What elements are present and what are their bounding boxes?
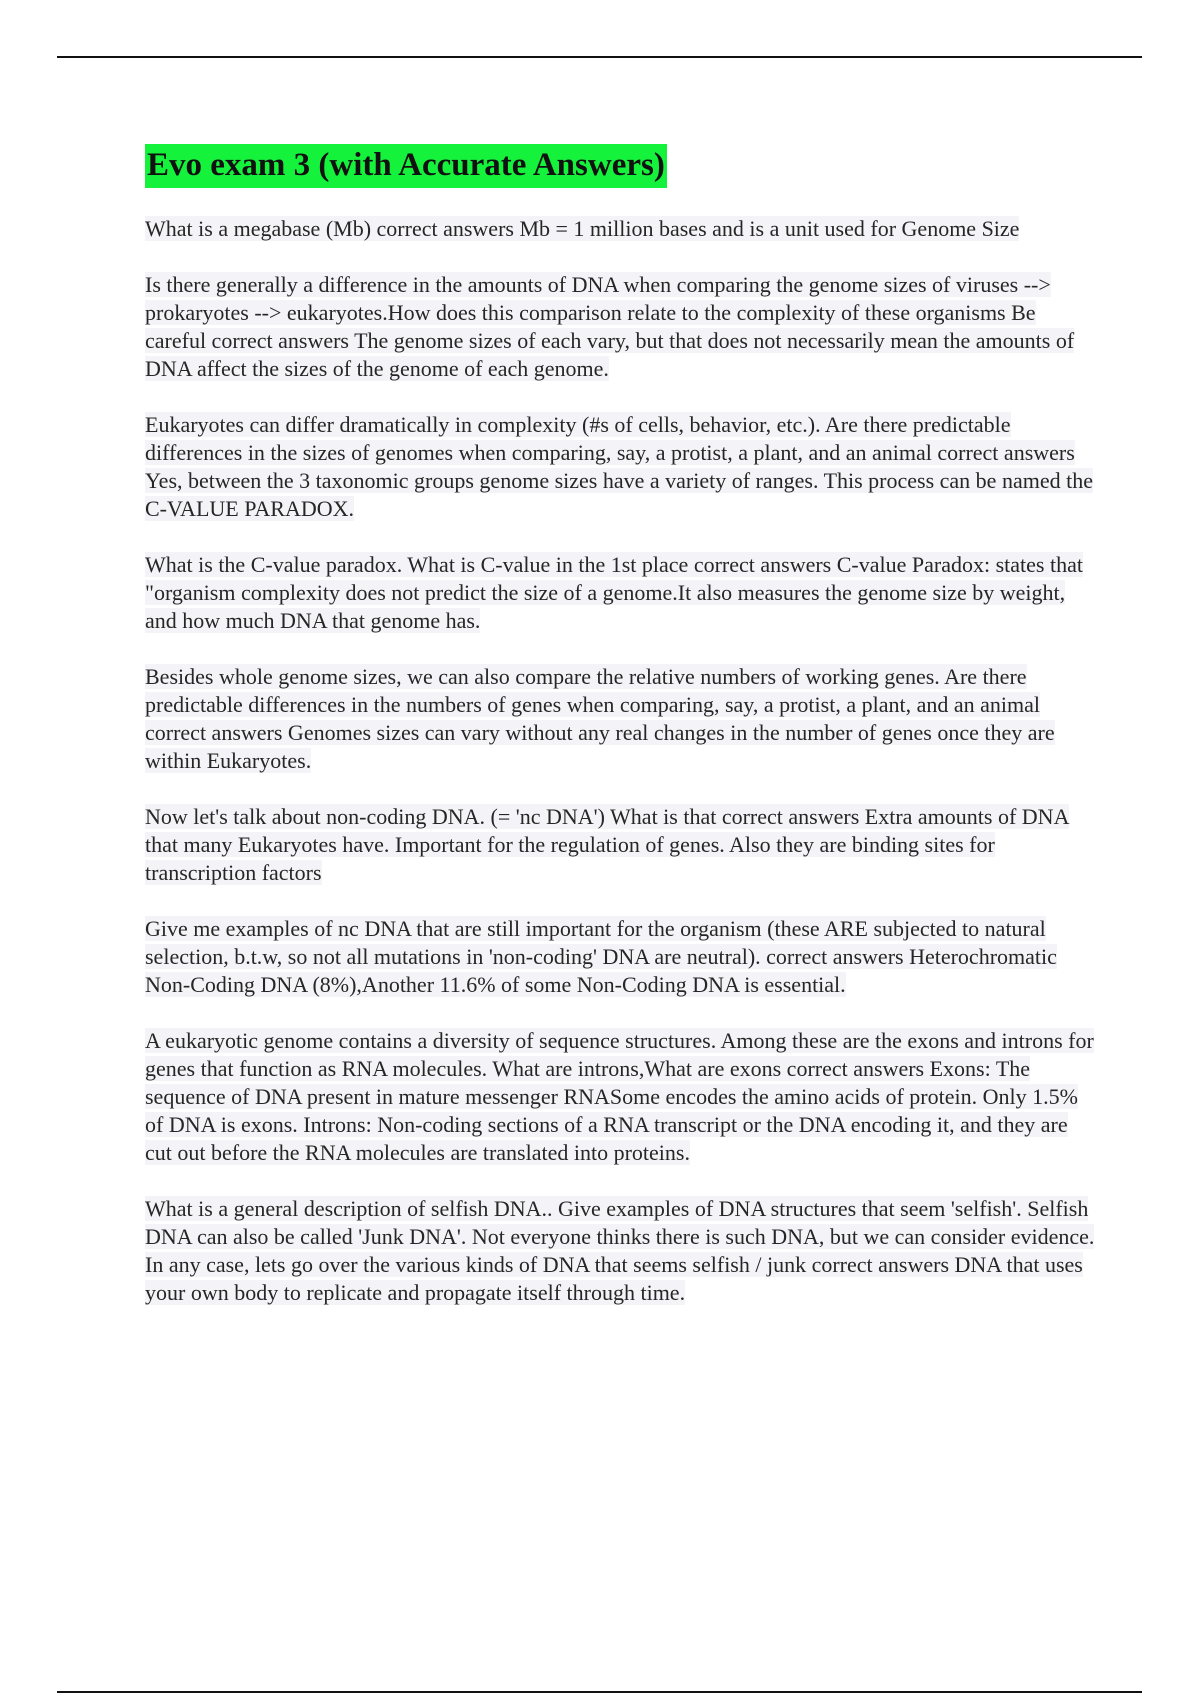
qa-entry-text: What is a general description of selfish DNA.. Give examples of DNA structures that seem 'selfish'. Selfish DNA can also be called 'Junk DNA'. Not everyone thinks there is such DNA, but we can consider evidence. In any case, lets go over the various kinds of DNA that seems selfish / junk correct answers DNA that uses your own body to replicate and propagate itself through time.: [145, 1196, 1095, 1305]
document-body: [145, 144, 1095, 1335]
qa-entry-1: [145, 215, 1095, 243]
top-rule: [57, 56, 1142, 58]
qa-entry-8: [145, 1027, 1095, 1167]
qa-entry-text: What is the C-value paradox. What is C-value in the 1st place correct answers C-value Paradox: states that "organism complexity does not predict the size of a genome.It also measures the genome size by weight, and how much DNA that genome has.: [145, 552, 1083, 633]
qa-entry-6: [145, 803, 1095, 887]
qa-entry-text: Give me examples of nc DNA that are still important for the organism (these ARE subjected to natural selection, b.t.w, so not all mutations in 'non-coding' DNA are neutral). correct answers Heterochromatic Non-Coding DNA (8%),Another 11.6% of some Non-Coding DNA is essential.: [145, 916, 1057, 997]
qa-entry-text: What is a megabase (Mb) correct answers Mb = 1 million bases and is a unit used for Genome Size: [145, 216, 1020, 241]
qa-entry-2: [145, 271, 1095, 383]
document-title: Evo exam 3 (with Accurate Answers): [145, 144, 667, 188]
qa-list: [145, 215, 1095, 1307]
qa-entry-text: Eukaryotes can differ dramatically in complexity (#s of cells, behavior, etc.). Are there predictable differences in the sizes of genomes when comparing, say, a protist, a plant, and an animal correct answers Yes, between the 3 taxonomic groups genome sizes have a variety of ranges. This process can be named the C-VALUE PARADOX.: [145, 412, 1093, 521]
qa-entry-5: [145, 663, 1095, 775]
qa-entry-text: Besides whole genome sizes, we can also compare the relative numbers of working genes. Are there predictable differences in the numbers of genes when comparing, say, a protist, a plant, and an animal correct answers Genomes sizes can vary without any real changes in the number of genes once they are within Eukaryotes.: [145, 664, 1055, 773]
bottom-rule: [57, 1691, 1142, 1693]
qa-entry-7: [145, 915, 1095, 999]
qa-entry-9: [145, 1195, 1095, 1307]
qa-entry-text: Is there generally a difference in the amounts of DNA when comparing the genome sizes of viruses --> prokaryotes --> eukaryotes.How does this comparison relate to the complexity of these organisms Be careful correct answers The genome sizes of each vary, but that does not necessarily mean the amounts of DNA affect the sizes of the genome of each genome.: [145, 272, 1075, 381]
qa-entry-3: [145, 411, 1095, 523]
qa-entry-text: A eukaryotic genome contains a diversity of sequence structures. Among these are the exons and introns for genes that function as RNA molecules. What are introns,What are exons correct answers Exons: The sequence of DNA present in mature messenger RNASome encodes the amino acids of protein. Only 1.5% of DNA is exons. Introns: Non-coding sections of a RNA transcript or the DNA encoding it, and they are cut out before the RNA molecules are translated into proteins.: [145, 1028, 1094, 1165]
qa-entry-text: Now let's talk about non-coding DNA. (= 'nc DNA') What is that correct answers Extra amounts of DNA that many Eukaryotes have. Important for the regulation of genes. Also they are binding sites for transcription factors: [145, 804, 1070, 885]
qa-entry-4: [145, 551, 1095, 635]
